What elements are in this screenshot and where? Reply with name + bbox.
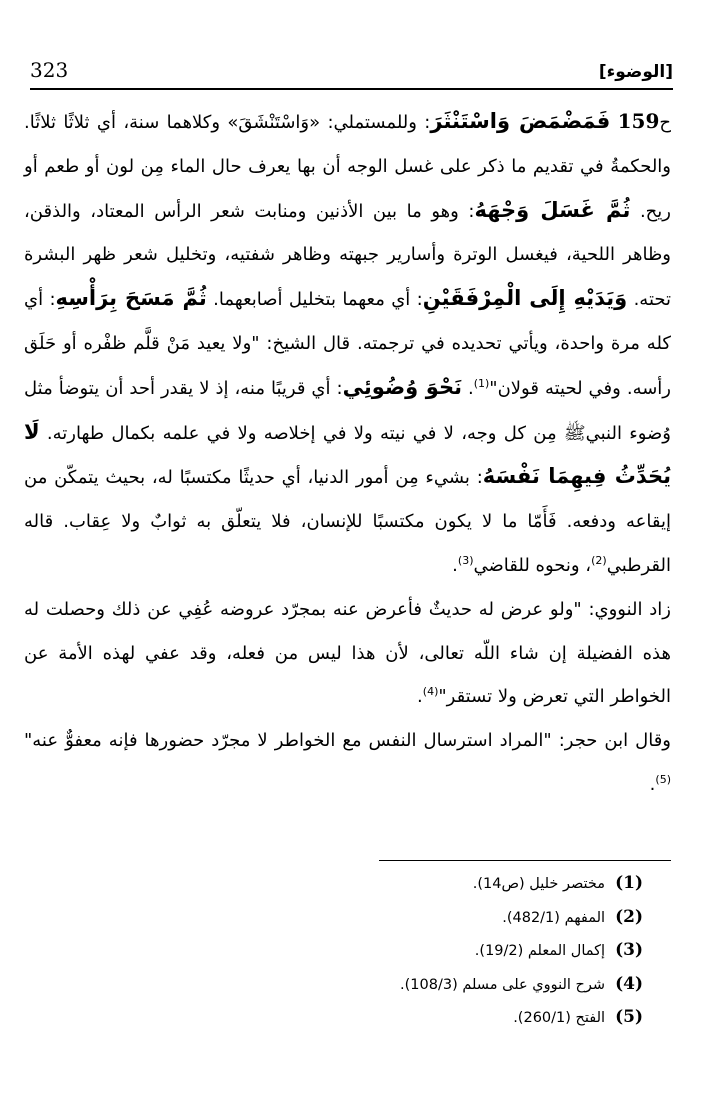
- footnote-divider: [379, 860, 671, 861]
- commentary-text: .: [649, 773, 656, 795]
- page-number: 323: [30, 58, 69, 82]
- footnote-ref: (4): [422, 685, 439, 699]
- footnote-number: (1): [615, 873, 643, 893]
- footnote-number: (3): [615, 940, 643, 961]
- footnote-text: شرح النووي على مسلم (108/3).: [400, 976, 606, 993]
- paragraph-hadith-159: [24, 100, 671, 588]
- footnote-number: (2): [615, 906, 643, 927]
- commentary-text: زاد النووي: "ولو عرض له حديثٌ فأعرض عنه بمجرّد عروضه عُفِي عن ذلك وحصلت له هذه الفضيلة إن شاء اللّه تعالى، لأن هذا ليس من فعله، وقد عفي لهذه الأمة عن الخواطر التي تعرض ولا تستقر": [24, 598, 671, 708]
- commentary-text: وقال ابن حجر: "المراد استرسال النفس مع الخواطر لا مجرّد حضورها فإنه معفوٌّ عنه": [24, 730, 671, 752]
- hadith-text: نَحْوَ وُضُوئِي: [342, 374, 462, 399]
- commentary-text: : أي معهما بتخليل أصابعهما.: [206, 289, 423, 311]
- footnote-ref: (3): [457, 553, 474, 567]
- footnote-text: مختصر خليل (ص14).: [472, 876, 606, 892]
- footnote-number: (5): [615, 1007, 643, 1028]
- commentary-text: .: [461, 377, 474, 399]
- commentary-text: : وللمستملي: «وَاسْتَنْشَقَ» وكلاهما سنة، أي ثلاثًا ثلاثًا. والحكمةُ في تقديم ما ذكر على غسل الوجه أن بها يعرف حال الماء مِن لون أو طعم أو ريح.: [24, 112, 671, 222]
- commentary-text: : أي كله مرة واحدة، ويأتي تحديده في ترجمته. قال الشيخ: "ولا يعيد مَنْ قلَّم ظفْره أو حَلَق رأسه. وفي لحيته قولان": [24, 289, 671, 399]
- commentary-text: : وهو ما بين الأذنين ومنابت شعر الرأس المعتاد، والذقن، وظاهر اللحية، فيغسل الوترة وأسارير جبهته وظاهر شفتيه، وتخليل شعر ظهر البشرة تحته.: [24, 200, 672, 311]
- footnote-item: [183, 901, 643, 935]
- footnote-item: [183, 968, 643, 1002]
- running-head: [الوضوء]: [598, 62, 673, 82]
- footnote-text: المفهم (482/1).: [502, 909, 606, 926]
- commentary-text: .: [452, 554, 458, 576]
- footnote-item: [183, 867, 643, 901]
- hadith-prefix: ح: [659, 112, 671, 133]
- hadith-text: ثُمَّ مَسَحَ بِرَأْسِهِ: [55, 286, 207, 311]
- footnote-number: (4): [615, 973, 643, 994]
- commentary-text: ، ونحوه للقاضي: [473, 554, 592, 576]
- hadith-text: وَيَدَيْهِ إِلَى الْمِرْفَقَيْنِ: [422, 286, 628, 311]
- footnote-ref: (2): [591, 553, 607, 567]
- footnote-ref: (5): [655, 772, 671, 786]
- footnote-text: إكمال المعلم (19/2).: [474, 943, 606, 960]
- commentary-text: : بشيء مِن أمور الدنيا، أي حديثًا مكتسبًا له، بحيث يتمكّن من إيقاعه ودفعه. فَأَمّا ما لا يكون مكتسبًا للإنسان، فلا يتعلّق به ثوابٌ ولا عِقاب. قاله القرطبي: [24, 467, 671, 576]
- paragraph-nawawi: [24, 588, 671, 719]
- hadith-text: فَمَضْمَضَ وَاسْتَنْثَرَ: [430, 109, 611, 133]
- commentary-text: .: [417, 686, 423, 708]
- footnote-item: [183, 1001, 643, 1035]
- header-divider: [30, 88, 673, 90]
- page-header: [30, 52, 673, 82]
- hadith-text: ثُمَّ غَسَلَ وَجْهَهُ: [474, 197, 631, 222]
- footnote-item: [183, 934, 643, 968]
- commentary-text: : أي قريبًا منه، إذ لا يقدر أحد أن يتوضأ مثل وُضوء النبيﷺ مِن كل وجه، لا في نيته ولا في إخلاصه ولا في علمه بكمال طهارته.: [24, 377, 671, 444]
- hadith-text: لَا يُحَدِّثُ فِيهِمَا نَفْسَهُ: [24, 419, 671, 489]
- footnotes: [183, 867, 643, 1035]
- hadith-number: 159: [617, 109, 660, 133]
- footnote-ref: (1): [473, 376, 490, 390]
- paragraph-ibn-hajar: [24, 719, 671, 807]
- footnote-text: الفتح (260/1).: [513, 1010, 606, 1027]
- main-text: [24, 100, 671, 807]
